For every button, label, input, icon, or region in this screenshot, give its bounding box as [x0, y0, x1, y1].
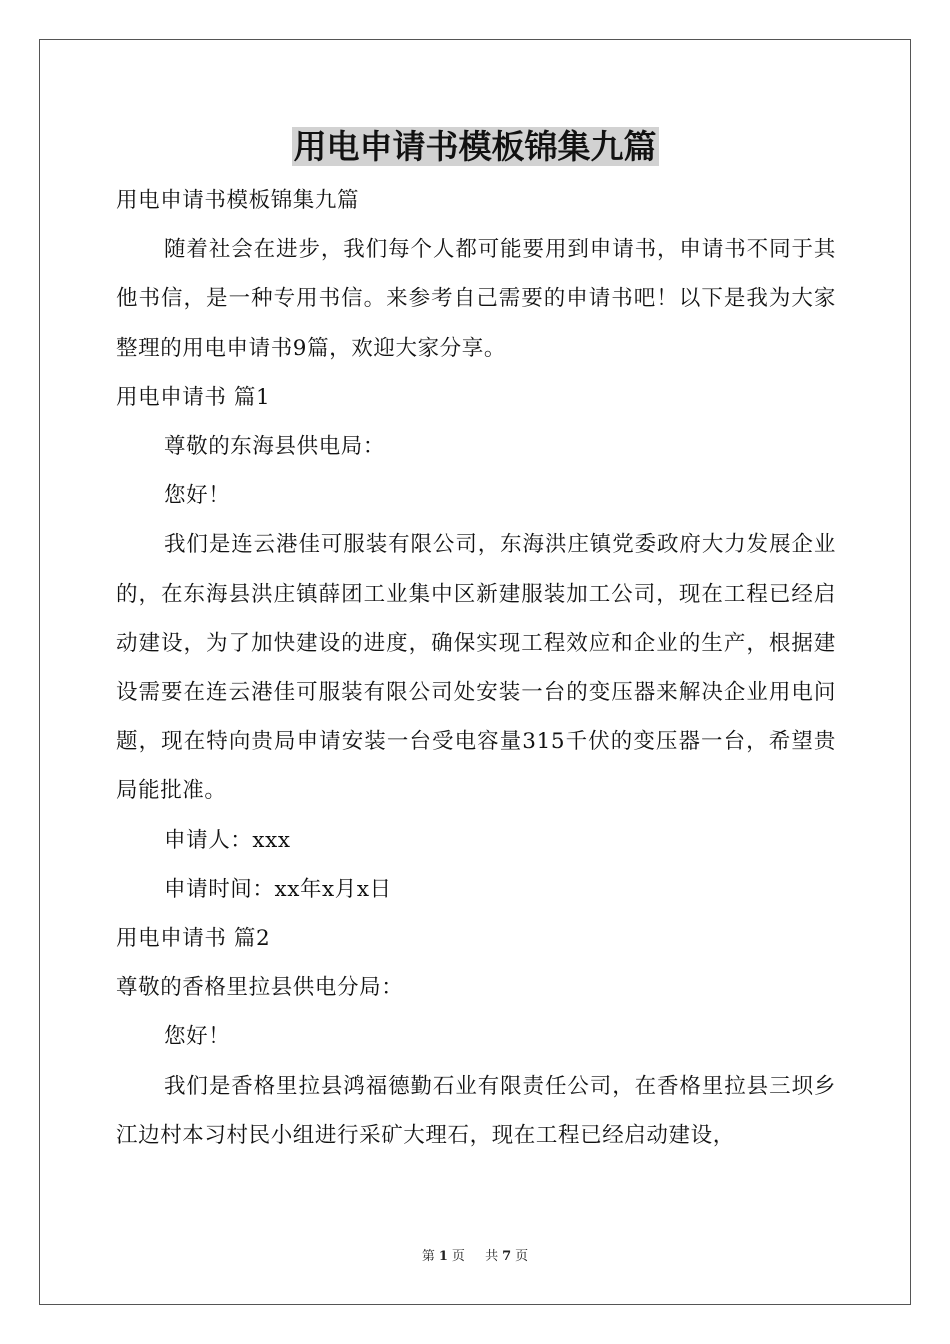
- page-indicator: [418, 1249, 469, 1264]
- paragraph: 随着社会在进步，我们每个人都可能要用到申请书，申请书不同于其他书信，是一种专用书信。来参考自己需要的申请书吧！以下是我为大家整理的用电申请书9篇，欢迎大家分享。: [116, 237, 836, 361]
- paragraph: 您好！: [164, 483, 231, 509]
- paragraph: 尊敬的东海县供电局：: [164, 434, 386, 460]
- paragraph: 用电申请书模板锦集九篇: [116, 188, 360, 213]
- total-indicator: [481, 1249, 532, 1264]
- document-body: [116, 176, 836, 1160]
- paragraph: 您好！: [164, 1024, 231, 1050]
- page-number: 1: [438, 1249, 448, 1264]
- page-prefix: 第: [421, 1249, 435, 1264]
- total-suffix: 页: [515, 1249, 529, 1264]
- total-prefix: 共: [485, 1249, 499, 1264]
- page-footer: [0, 1248, 950, 1266]
- paragraph: 申请人：xxx: [164, 827, 291, 853]
- paragraph: 申请时间：xx年x月x日: [164, 876, 392, 902]
- total-pages: 7: [502, 1249, 512, 1264]
- page-suffix: 页: [451, 1249, 465, 1264]
- document-title-text: 用电申请书模板锦集九篇: [293, 127, 657, 166]
- paragraph: 我们是香格里拉县鸿福德勤石业有限责任公司，在香格里拉县三坝乡江边村本习村民小组进行采矿大理石，现在工程已经启动建设，: [116, 1073, 836, 1148]
- section-heading: 用电申请书 篇1: [116, 384, 271, 410]
- paragraph: 我们是连云港佳可服装有限公司，东海洪庄镇党委政府大力发展企业的，在东海县洪庄镇薛团工业集中区新建服装加工公司，现在工程已经启动建设，为了加快建设的进度，确保实现工程效应和企业的生产，根据建设需要在连云港佳可服装有限公司处安装一台的变压器来解决企业用电问题，现在特向贵局申请安装一台受电容量315千伏的变压器一台，希望贵局能批准。: [116, 532, 836, 804]
- document-title: [0, 124, 950, 170]
- section-heading: 用电申请书 篇2: [116, 926, 271, 952]
- paragraph: 尊敬的香格里拉县供电分局：: [116, 975, 404, 1001]
